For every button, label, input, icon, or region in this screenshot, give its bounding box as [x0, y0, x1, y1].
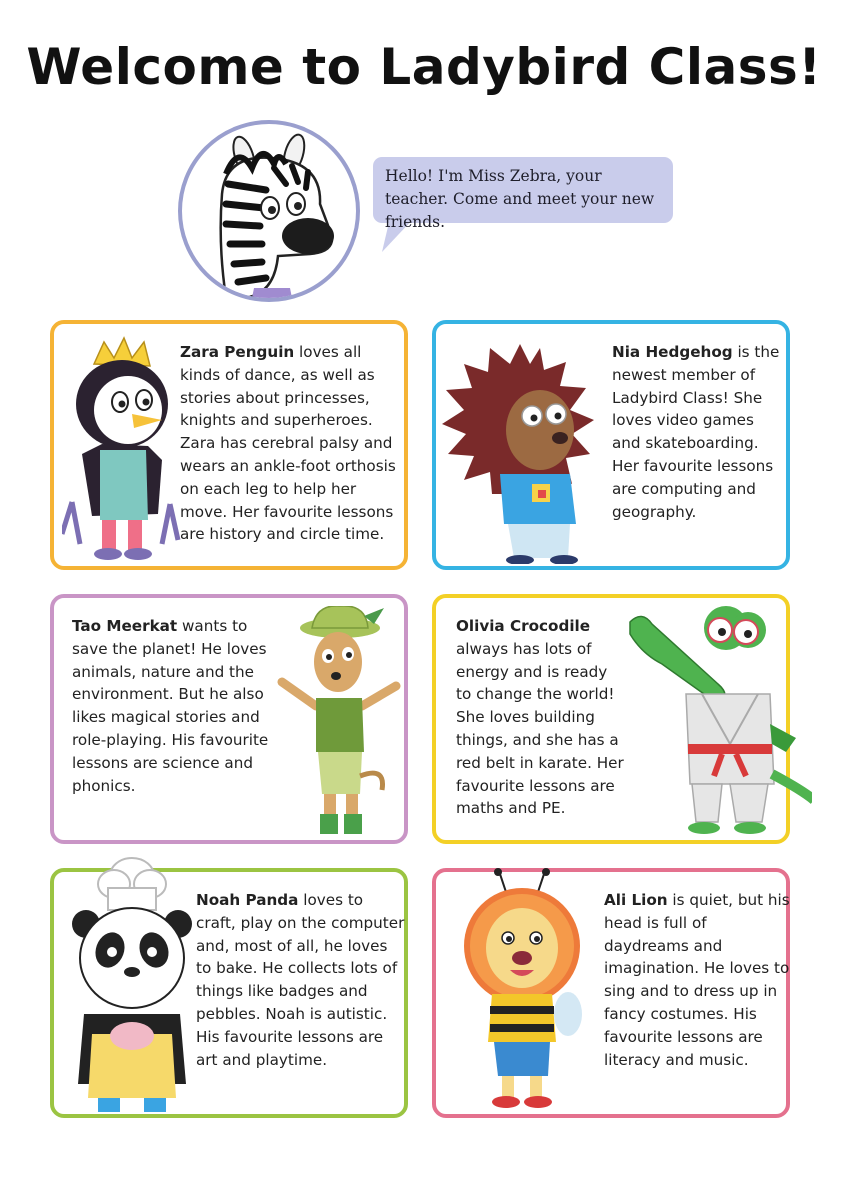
card-ali-lion: [432, 868, 790, 1118]
card-olivia-crocodile: [432, 594, 790, 844]
zebra-illustration: [182, 124, 356, 298]
lion-illustration: [452, 866, 592, 1114]
character-text: always has lots of energy and is ready to change the world! She loves building things, and she has a red belt in karate. Her favourite lessons are maths and PE.: [456, 639, 624, 818]
page-title: Welcome to Ladybird Class!: [26, 38, 822, 96]
character-name: Zara Penguin: [180, 343, 295, 361]
card-description: [72, 615, 272, 797]
panda-illustration: [62, 854, 198, 1114]
penguin-illustration: [62, 334, 182, 564]
card-noah-panda: [50, 868, 408, 1118]
card-nia-hedgehog: [432, 320, 790, 570]
character-text: is the newest member of Ladybird Class! She loves video games and skateboarding. Her favourite lessons are computing and geography.: [612, 343, 780, 521]
teacher-speech-bubble: Hello! I'm Miss Zebra, your teacher. Come and meet your new friends.: [373, 157, 673, 223]
card-zara-penguin: [50, 320, 408, 570]
character-name: Nia Hedgehog: [612, 343, 733, 361]
meerkat-illustration: [276, 606, 406, 838]
character-name: Tao Meerkat: [72, 617, 178, 635]
card-description: [196, 889, 406, 1071]
character-text: loves all kinds of dance, as well as stories about princesses, knights and superheroes. Zara has cerebral palsy and wears an ankle-foot orthosis on each leg to help her move. Her favourite lessons are history and circle time.: [180, 343, 396, 544]
character-name: Noah Panda: [196, 891, 299, 909]
character-name: Ali Lion: [604, 891, 668, 909]
card-description: [180, 341, 405, 546]
card-description: [604, 889, 790, 1071]
teacher-portrait: [178, 120, 360, 302]
card-description: [456, 615, 626, 820]
character-name: Olivia Crocodile: [456, 617, 591, 635]
character-text: is quiet, but his head is full of daydreams and imagination. He loves to sing and to dress up in fancy costumes. His favourite lessons are literacy and music.: [604, 891, 790, 1069]
hedgehog-illustration: [440, 334, 600, 564]
card-description: [612, 341, 784, 523]
crocodile-illustration: [622, 604, 812, 840]
card-tao-meerkat: [50, 594, 408, 844]
character-text: wants to save the planet! He loves animals, nature and the environment. But he also likes magical stories and role-playing. His favourite lessons are science and phonics.: [72, 617, 269, 795]
character-text: loves to craft, play on the computer and, most of all, he loves to bake. He collects lots of things like badges and pebbles. Noah is autistic. His favourite lessons are art and playtime.: [196, 891, 405, 1069]
